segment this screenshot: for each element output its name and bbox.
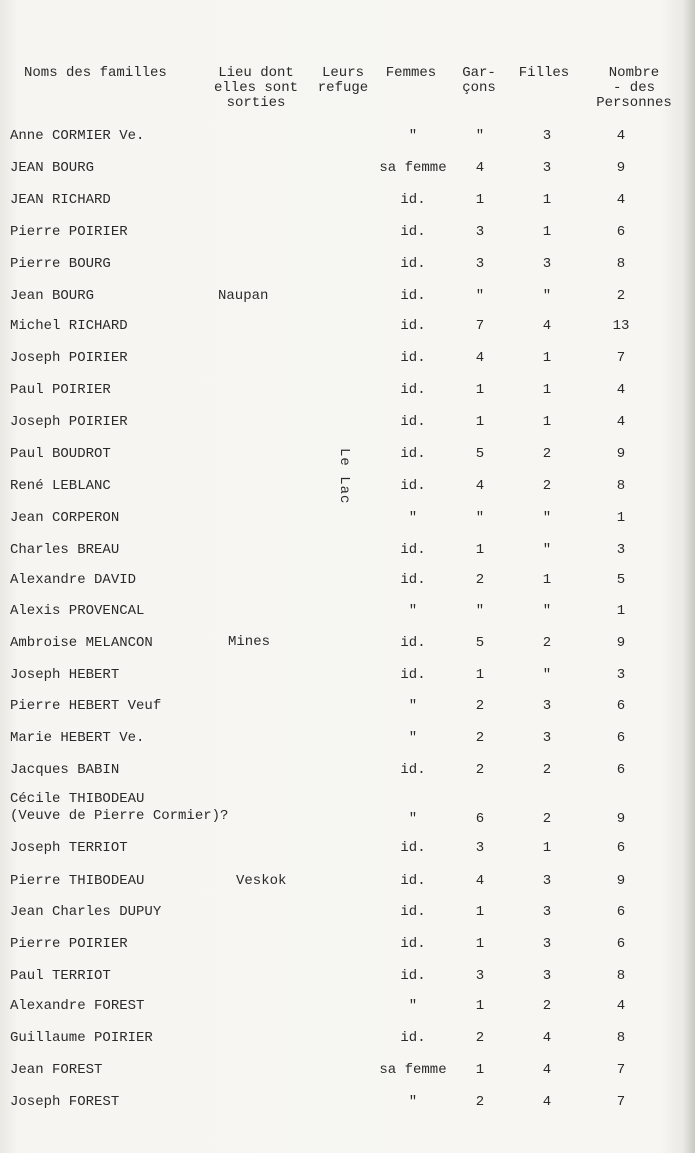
cell-garcons: 4	[475, 873, 485, 889]
cell-femmes: id.	[400, 350, 426, 366]
cell-nombre: 6	[616, 762, 626, 778]
cell-garcons: 1	[475, 998, 485, 1014]
cell-nombre: 6	[616, 224, 626, 240]
family-name: Charles BREAU	[10, 542, 120, 558]
cell-filles: 2	[542, 762, 552, 778]
cell-nombre: 1	[616, 603, 626, 619]
cell-femmes: "	[408, 603, 418, 619]
family-name: JEAN RICHARD	[10, 192, 111, 208]
cell-garcons: 2	[475, 698, 485, 714]
family-name-line2: (Veuve de Pierre Cormier)?	[10, 808, 229, 824]
table-row	[0, 762, 695, 782]
cell-femmes: id.	[400, 667, 426, 683]
cell-filles: 3	[542, 904, 552, 920]
cell-garcons: 1	[475, 542, 485, 558]
header-nombre: Nombre - des Personnes	[596, 65, 672, 111]
table-row	[0, 192, 695, 212]
cell-nombre: 6	[616, 698, 626, 714]
family-name: Alexandre FOREST	[10, 998, 145, 1014]
cell-femmes: id.	[400, 542, 426, 558]
cell-femmes: id.	[400, 446, 426, 462]
family-name: Pierre POIRIER	[10, 224, 128, 240]
cell-garcons: 3	[475, 840, 485, 856]
cell-nombre: 8	[616, 256, 626, 272]
family-name: Paul POIRIER	[10, 382, 111, 398]
table-row	[0, 160, 695, 180]
cell-filles: 4	[542, 1030, 552, 1046]
cell-filles: 3	[542, 698, 552, 714]
cell-femmes: "	[408, 811, 418, 827]
cell-garcons: 1	[475, 382, 485, 398]
table-row	[0, 1094, 695, 1114]
cell-filles: 3	[542, 936, 552, 952]
table-row	[0, 318, 695, 338]
cell-filles: 1	[542, 414, 552, 430]
cell-garcons: 1	[475, 414, 485, 430]
family-name: Marie HEBERT Ve.	[10, 730, 145, 746]
header-filles: Filles	[518, 65, 570, 81]
cell-nombre: 6	[616, 730, 626, 746]
table-row	[0, 256, 695, 276]
family-name: Michel RICHARD	[10, 318, 128, 334]
cell-garcons: 3	[475, 968, 485, 984]
cell-nombre: 9	[616, 635, 626, 651]
cell-femmes: id.	[400, 288, 426, 304]
cell-filles: 1	[542, 224, 552, 240]
family-name: Paul TERRIOT	[10, 968, 111, 984]
cell-femmes: id.	[400, 840, 426, 856]
cell-nombre: 1	[616, 510, 626, 526]
cell-femmes: id.	[400, 318, 426, 334]
header-noms: Noms des familles	[24, 65, 167, 81]
cell-filles: 2	[542, 478, 552, 494]
family-name: Ambroise MELANCON	[10, 635, 153, 651]
family-name: Pierre HEBERT Veuf	[10, 698, 162, 714]
family-name: Joseph FOREST	[10, 1094, 120, 1110]
cell-nombre: 8	[616, 968, 626, 984]
cell-garcons: 1	[475, 1062, 485, 1078]
cell-filles: 3	[542, 256, 552, 272]
cell-femmes: id.	[400, 968, 426, 984]
family-name: Alexis PROVENCAL	[10, 603, 145, 619]
family-name: Jean FOREST	[10, 1062, 103, 1078]
family-name: Jean Charles DUPUY	[10, 904, 162, 920]
cell-femmes: id.	[400, 224, 426, 240]
cell-garcons: 3	[475, 256, 485, 272]
table-row	[0, 968, 695, 988]
cell-garcons: 1	[475, 192, 485, 208]
cell-garcons: 5	[475, 635, 485, 651]
table-row	[0, 730, 695, 750]
cell-garcons: 2	[475, 572, 485, 588]
cell-filles: 1	[542, 350, 552, 366]
cell-nombre: 4	[616, 998, 626, 1014]
cell-filles: "	[542, 542, 552, 558]
family-name: Joseph POIRIER	[10, 414, 128, 430]
page-edge-shadow	[683, 0, 695, 1153]
cell-nombre: 7	[616, 1062, 626, 1078]
table-row	[0, 414, 695, 434]
cell-filles: 1	[542, 382, 552, 398]
family-name: JEAN BOURG	[10, 160, 95, 176]
cell-garcons: 4	[475, 350, 485, 366]
cell-filles: 2	[542, 811, 552, 827]
cell-garcons: 7	[475, 318, 485, 334]
table-row	[0, 603, 695, 623]
cell-femmes: id.	[400, 382, 426, 398]
cell-nombre: 6	[616, 904, 626, 920]
cell-nombre: 4	[616, 382, 626, 398]
family-name: Pierre THIBODEAU	[10, 873, 145, 889]
cell-filles: "	[542, 603, 552, 619]
lieu-naupan: Naupan	[218, 288, 269, 304]
cell-femmes: "	[408, 510, 418, 526]
cell-femmes: "	[408, 128, 418, 144]
cell-garcons: 4	[475, 160, 485, 176]
family-name: Joseph TERRIOT	[10, 840, 128, 856]
table-row	[0, 288, 695, 308]
cell-nombre: 9	[616, 160, 626, 176]
table-row	[0, 698, 695, 718]
header-femmes: Femmes	[385, 65, 437, 81]
cell-femmes: id.	[400, 478, 426, 494]
table-row	[0, 791, 695, 827]
cell-filles: 3	[542, 968, 552, 984]
family-name: Paul BOUDROT	[10, 446, 111, 462]
cell-femmes: id.	[400, 414, 426, 430]
cell-filles: "	[542, 288, 552, 304]
family-name: Joseph POIRIER	[10, 350, 128, 366]
cell-nombre: 7	[616, 350, 626, 366]
cell-filles: 2	[542, 635, 552, 651]
cell-nombre: 2	[616, 288, 626, 304]
family-name: Pierre BOURG	[10, 256, 111, 272]
cell-filles: 1	[542, 572, 552, 588]
cell-nombre: 9	[616, 446, 626, 462]
cell-garcons: 2	[475, 730, 485, 746]
family-name: Joseph HEBERT	[10, 667, 120, 683]
cell-nombre: 13	[612, 318, 630, 334]
cell-garcons: 1	[475, 936, 485, 952]
header-lieu: Lieu dont elles sont sorties	[213, 65, 298, 111]
cell-femmes: sa femme	[379, 160, 447, 176]
cell-filles: 2	[542, 998, 552, 1014]
family-name: Alexandre DAVID	[10, 572, 137, 588]
table-row	[0, 635, 695, 655]
cell-femmes: id.	[400, 873, 426, 889]
cell-filles: 1	[542, 840, 552, 856]
table-row	[0, 128, 695, 148]
cell-garcons: "	[475, 288, 485, 304]
cell-garcons: "	[475, 510, 485, 526]
table-row	[0, 542, 695, 562]
cell-garcons: "	[475, 603, 485, 619]
cell-nombre: 9	[616, 873, 626, 889]
cell-filles: "	[542, 667, 552, 683]
cell-femmes: "	[408, 730, 418, 746]
cell-garcons: 3	[475, 224, 485, 240]
table-row	[0, 1062, 695, 1082]
cell-femmes: id.	[400, 572, 426, 588]
family-name: Jean CORPERON	[10, 510, 120, 526]
lieu-mines: Mines	[228, 634, 271, 650]
cell-femmes: id.	[400, 192, 426, 208]
cell-nombre: 3	[616, 667, 626, 683]
cell-nombre: 5	[616, 572, 626, 588]
cell-filles: 3	[542, 160, 552, 176]
cell-nombre: 4	[616, 128, 626, 144]
cell-filles: 4	[542, 1062, 552, 1078]
cell-nombre: 3	[616, 542, 626, 558]
cell-filles: 4	[542, 318, 552, 334]
table-row	[0, 224, 695, 244]
cell-femmes: "	[408, 698, 418, 714]
cell-garcons: 2	[475, 762, 485, 778]
cell-filles: 2	[542, 446, 552, 462]
family-name: Pierre POIRIER	[10, 936, 128, 952]
table-row	[0, 904, 695, 924]
cell-nombre: 6	[616, 840, 626, 856]
cell-garcons: 5	[475, 446, 485, 462]
family-name-line1: Cécile THIBODEAU	[10, 791, 145, 807]
cell-garcons: 1	[475, 904, 485, 920]
cell-femmes: "	[408, 998, 418, 1014]
table-row	[0, 936, 695, 956]
cell-garcons: 4	[475, 478, 485, 494]
table-row	[0, 510, 695, 530]
table-row	[0, 478, 695, 498]
family-name: Guillaume POIRIER	[10, 1030, 153, 1046]
family-name: René LEBLANC	[10, 478, 111, 494]
cell-garcons: 1	[475, 667, 485, 683]
cell-nombre: 4	[616, 192, 626, 208]
cell-filles: "	[542, 510, 552, 526]
lieu-veskok: Veskok	[236, 873, 287, 889]
cell-femmes: id.	[400, 256, 426, 272]
header-garcons: Gar- çons	[462, 65, 496, 96]
cell-femmes: sa femme	[379, 1062, 447, 1078]
table-row	[0, 998, 695, 1018]
table-row	[0, 873, 695, 893]
cell-nombre: 7	[616, 1094, 626, 1110]
table-row	[0, 1030, 695, 1050]
table-row	[0, 572, 695, 592]
cell-garcons: 2	[475, 1030, 485, 1046]
cell-nombre: 9	[616, 811, 626, 827]
header-refuge: Leurs refuge	[317, 65, 369, 96]
cell-filles: 3	[542, 873, 552, 889]
cell-femmes: id.	[400, 635, 426, 651]
cell-femmes: id.	[400, 762, 426, 778]
table-row	[0, 446, 695, 466]
table-row	[0, 667, 695, 687]
cell-nombre: 6	[616, 936, 626, 952]
cell-filles: 1	[542, 192, 552, 208]
cell-filles: 3	[542, 730, 552, 746]
family-name	[10, 791, 228, 825]
table-row	[0, 382, 695, 402]
family-name: Jean BOURG	[10, 288, 95, 304]
family-name: Jacques BABIN	[10, 762, 120, 778]
cell-garcons: "	[475, 128, 485, 144]
cell-filles: 4	[542, 1094, 552, 1110]
cell-femmes: "	[408, 1094, 418, 1110]
cell-garcons: 6	[475, 811, 485, 827]
cell-nombre: 4	[616, 414, 626, 430]
table-row	[0, 350, 695, 370]
refuge-le-lac: Le Lac	[336, 448, 352, 505]
table-row	[0, 840, 695, 860]
cell-femmes: id.	[400, 904, 426, 920]
cell-filles: 3	[542, 128, 552, 144]
cell-nombre: 8	[616, 478, 626, 494]
cell-femmes: id.	[400, 1030, 426, 1046]
family-name: Anne CORMIER Ve.	[10, 128, 145, 144]
cell-nombre: 8	[616, 1030, 626, 1046]
cell-femmes: id.	[400, 936, 426, 952]
cell-garcons: 2	[475, 1094, 485, 1110]
